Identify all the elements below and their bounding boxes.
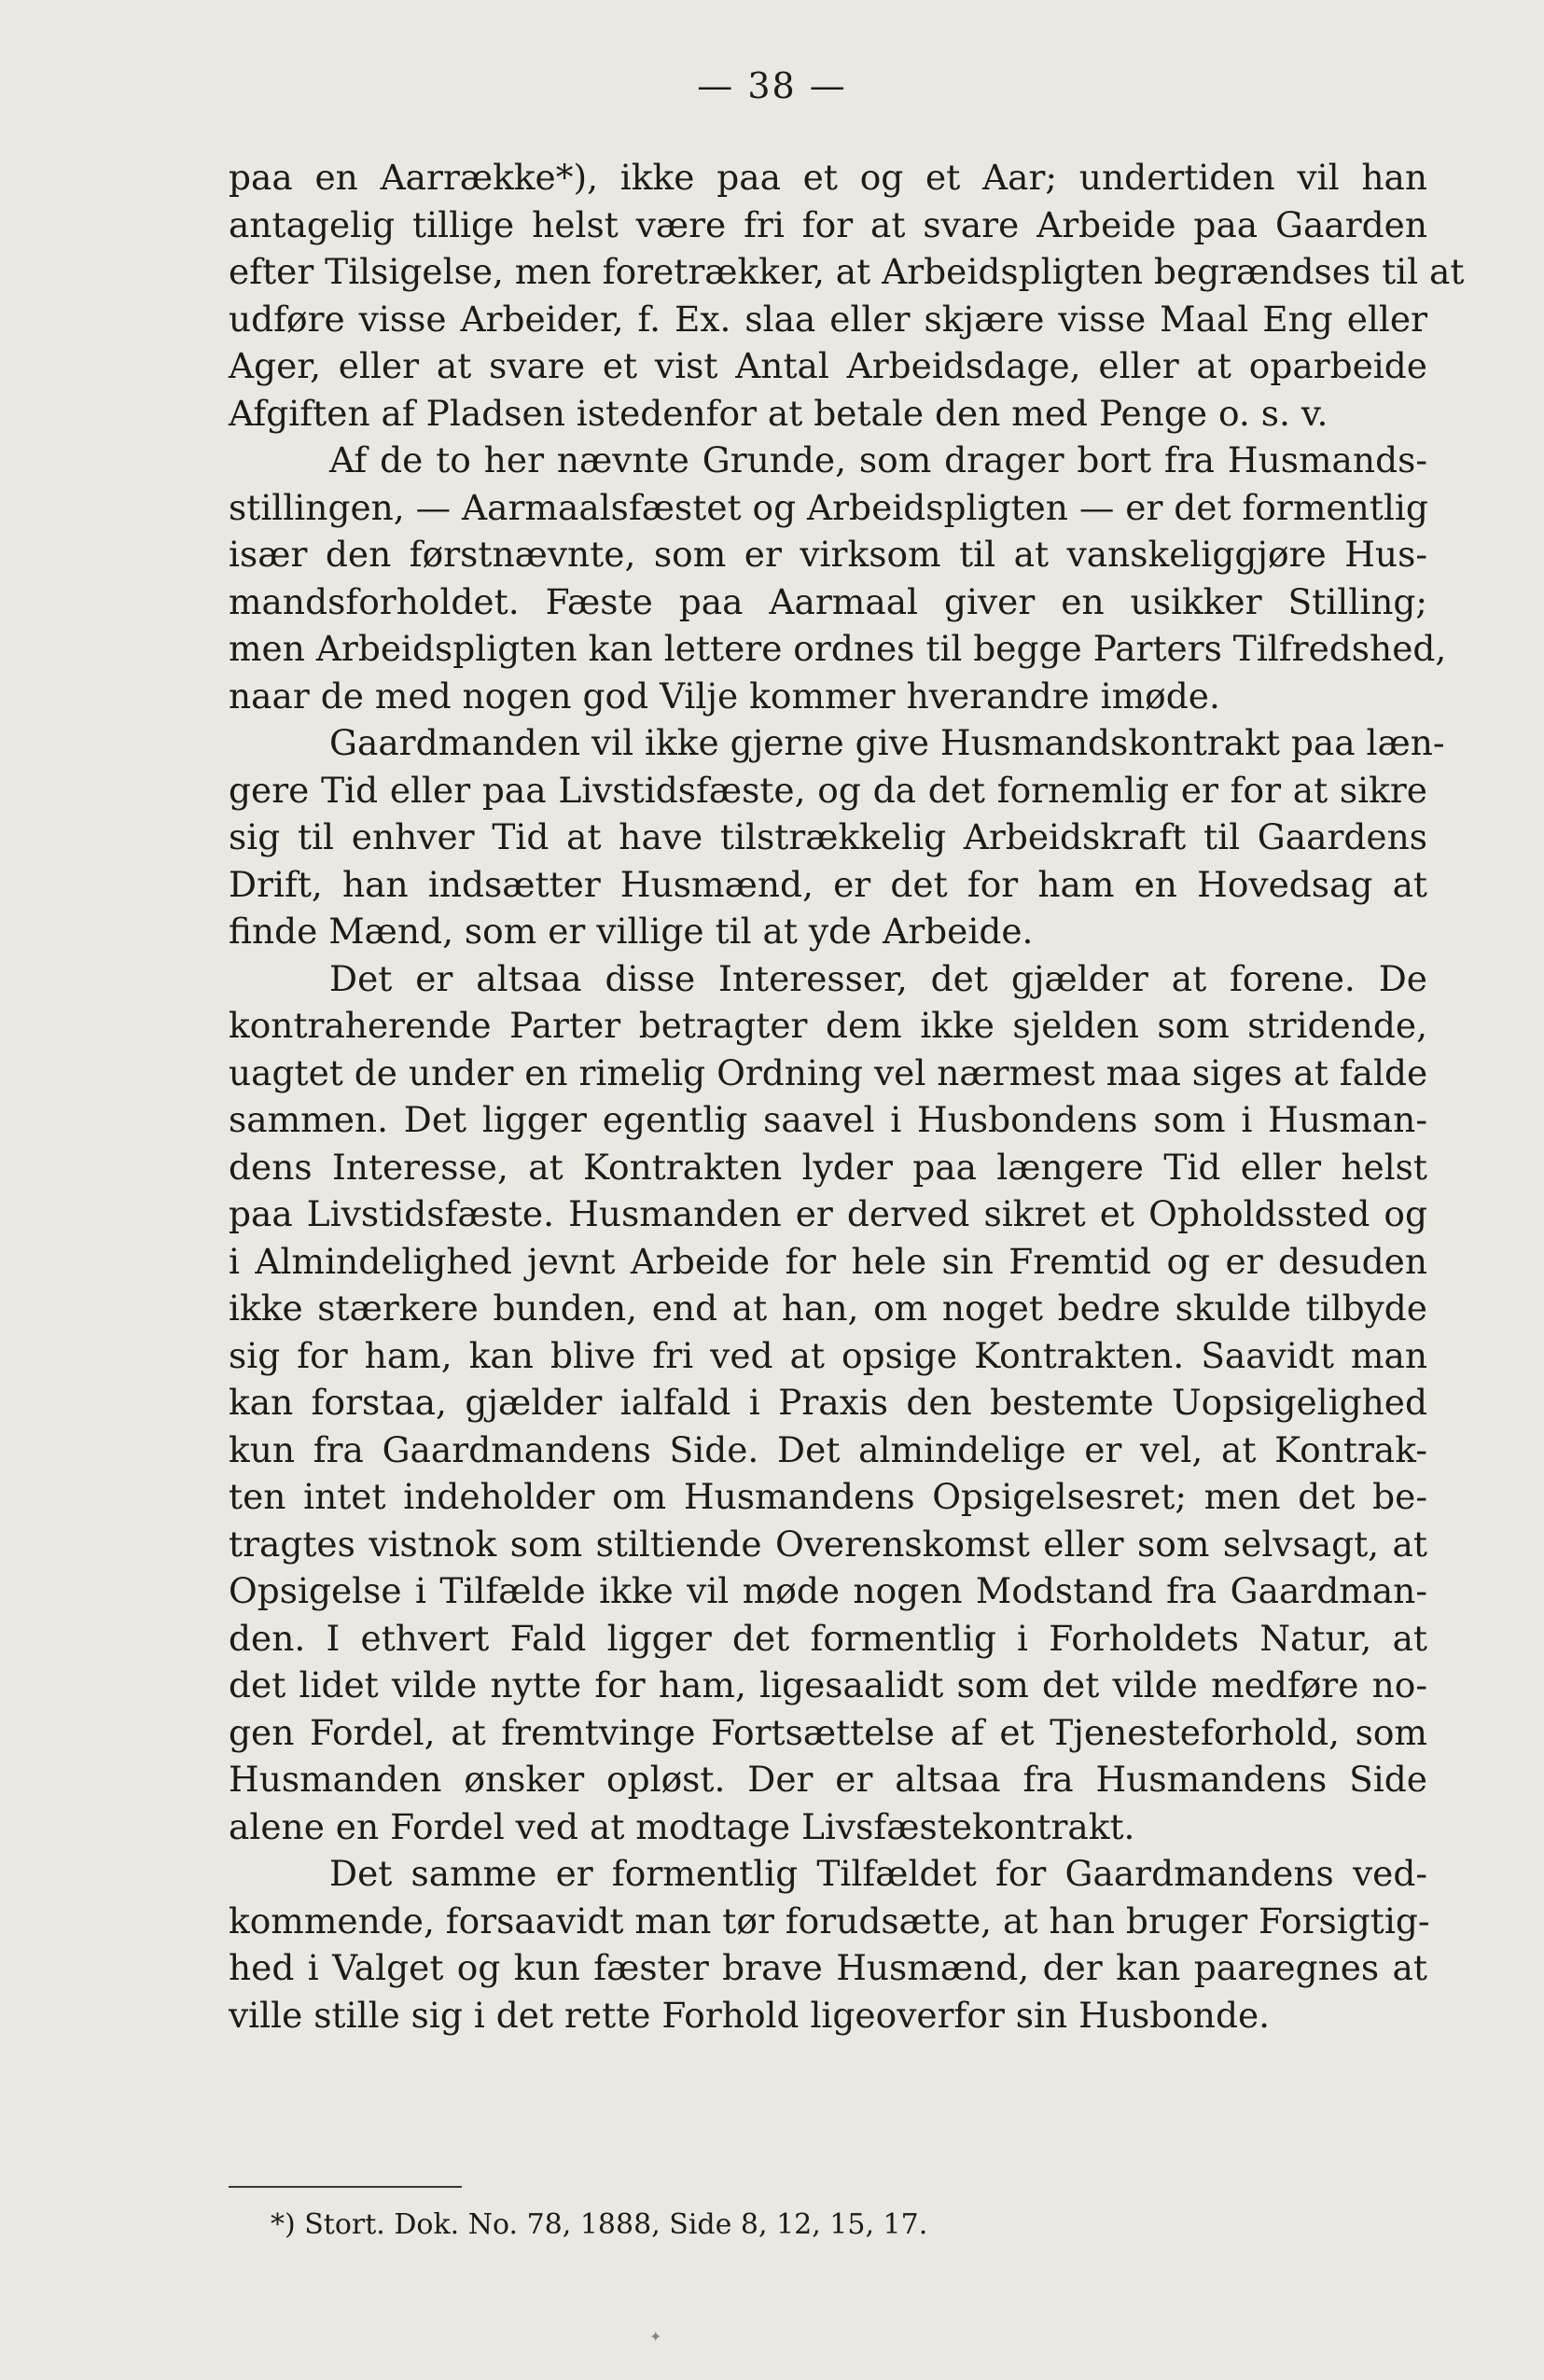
text-line: den. I ethvert Fald ligger det formentlig i Forholdets Natur, at <box>229 1617 1427 1659</box>
text-line: i Almindelighed jevnt Arbeide for hele sin Fremtid og er desuden <box>229 1240 1427 1282</box>
paragraph-1 <box>229 154 1465 437</box>
body-text <box>229 154 1465 2039</box>
text-line: sig til enhver Tid at have tilstrækkelig Arbeidskraft til Gaardens <box>229 816 1427 857</box>
text-line: Husmanden ønsker opløst. Der er altsaa fra Husmandens Side <box>229 1759 1427 1800</box>
text-line: Gaardmanden vil ikke gjerne give Husmandskontrakt paa læn- <box>329 722 1445 763</box>
text-line: udføre visse Arbeider, f. Ex. slaa eller skjære visse Maal Eng eller <box>229 298 1427 340</box>
text-line: kontraherende Parter betragter dem ikke sjelden som stridende, <box>229 1005 1427 1046</box>
text-line: Det er altsaa disse Interesser, det gjælder at forene. De <box>329 957 1427 999</box>
text-line: kommende, forsaavidt man tør forudsætte, at han bruger Forsigtig- <box>229 1900 1430 1942</box>
text-line: tragtes vistnok som stiltiende Overenskomst eller som selvsagt, at <box>229 1523 1427 1565</box>
text-line: men Arbeidspligten kan lettere ordnes til begge Parters Tilfredshed, <box>229 628 1447 669</box>
paragraph-5 <box>229 1850 1430 2039</box>
text-line: finde Mænd, som er villige til at yde Arbeide. <box>229 911 1034 952</box>
paper-speck-mark: ✦ <box>649 2328 662 2345</box>
text-line: ikke stærkere bunden, end at han, om noget bedre skulde tilbyde <box>229 1287 1427 1329</box>
text-line: dens Interesse, at Kontrakten lyder paa længere Tid eller helst <box>229 1146 1427 1188</box>
text-line: efter Tilsigelse, men foretrækker, at Arbeidspligten begrændses til at <box>229 251 1465 292</box>
text-line: hed i Valget og kun fæster brave Husmænd, der kan paaregnes at <box>229 1947 1427 1988</box>
text-line: alene en Fordel ved at modtage Livsfæstekontrakt. <box>229 1805 1135 1847</box>
text-line: paa Livstidsfæste. Husmanden er derved sikret et Opholdssted og <box>229 1193 1427 1234</box>
text-line: Drift, han indsætter Husmænd, er det for ham en Hovedsag at <box>229 863 1427 905</box>
text-line: naar de med nogen god Vilje kommer hverandre imøde. <box>229 675 1220 717</box>
paragraph-2 <box>229 437 1447 719</box>
text-line: især den førstnævnte, som er virksom til at vanskeliggjøre Hus- <box>229 534 1427 575</box>
paragraph-4 <box>229 955 1427 1851</box>
footnote: *) Stort. Dok. No. 78, 1888, Side 8, 12, 15, 17. <box>271 2208 928 2241</box>
text-line: Af de to her nævnte Grunde, som drager bort fra Husmands- <box>329 439 1427 480</box>
text-line: Afgiften af Pladsen istedenfor at betale den med Penge o. s. v. <box>229 392 1328 434</box>
text-line: mandsforholdet. Fæste paa Aarmaal giver en usikker Stilling; <box>229 580 1427 622</box>
text-line: Opsigelse i Tilfælde ikke vil møde nogen Modstand fra Gaardman- <box>229 1570 1427 1611</box>
text-line: antagelig tillige helst være fri for at svare Arbeide paa Gaarden <box>229 203 1427 245</box>
text-line: gen Fordel, at fremtvinge Fortsættelse af et Tjenesteforhold, som <box>229 1711 1427 1753</box>
text-line: paa en Aarrække*), ikke paa et og et Aar; undertiden vil han <box>229 157 1427 198</box>
text-line: uagtet de under en rimelig Ordning vel nærmest maa siges at falde <box>229 1051 1428 1093</box>
text-line: sammen. Det ligger egentlig saavel i Husbondens som i Husman- <box>229 1099 1427 1140</box>
text-line: det lidet vilde nytte for ham, ligesaalidt som det vilde medføre no- <box>229 1664 1427 1705</box>
text-line: Ager, eller at svare et vist Antal Arbeidsdage, eller at oparbeide <box>229 345 1427 386</box>
text-line: stillingen, — Aarmaalsfæstet og Arbeidspligten — er det formentlig <box>229 486 1428 528</box>
text-line: Det samme er formentlig Tilfældet for Gaardmandens ved- <box>329 1853 1427 1894</box>
text-line: gere Tid eller paa Livstidsfæste, og da det fornemlig er for at sikre <box>229 769 1427 811</box>
text-line: sig for ham, kan blive fri ved at opsige Kontrakten. Saavidt man <box>229 1334 1427 1376</box>
footnote-separator <box>229 2186 462 2188</box>
text-line: kun fra Gaardmandens Side. Det almindelige er vel, at Kontrak- <box>229 1428 1427 1470</box>
text-line: ten intet indeholder om Husmandens Opsigelsesret; men det be- <box>229 1476 1427 1517</box>
page-number: — 38 — <box>697 65 847 106</box>
paragraph-3 <box>229 719 1445 955</box>
text-line: ville stille sig i det rette Forhold ligeoverfor sin Husbonde. <box>229 1994 1271 2036</box>
text-line: kan forstaa, gjælder ialfald i Praxis den bestemte Uopsigelighed <box>229 1382 1427 1423</box>
